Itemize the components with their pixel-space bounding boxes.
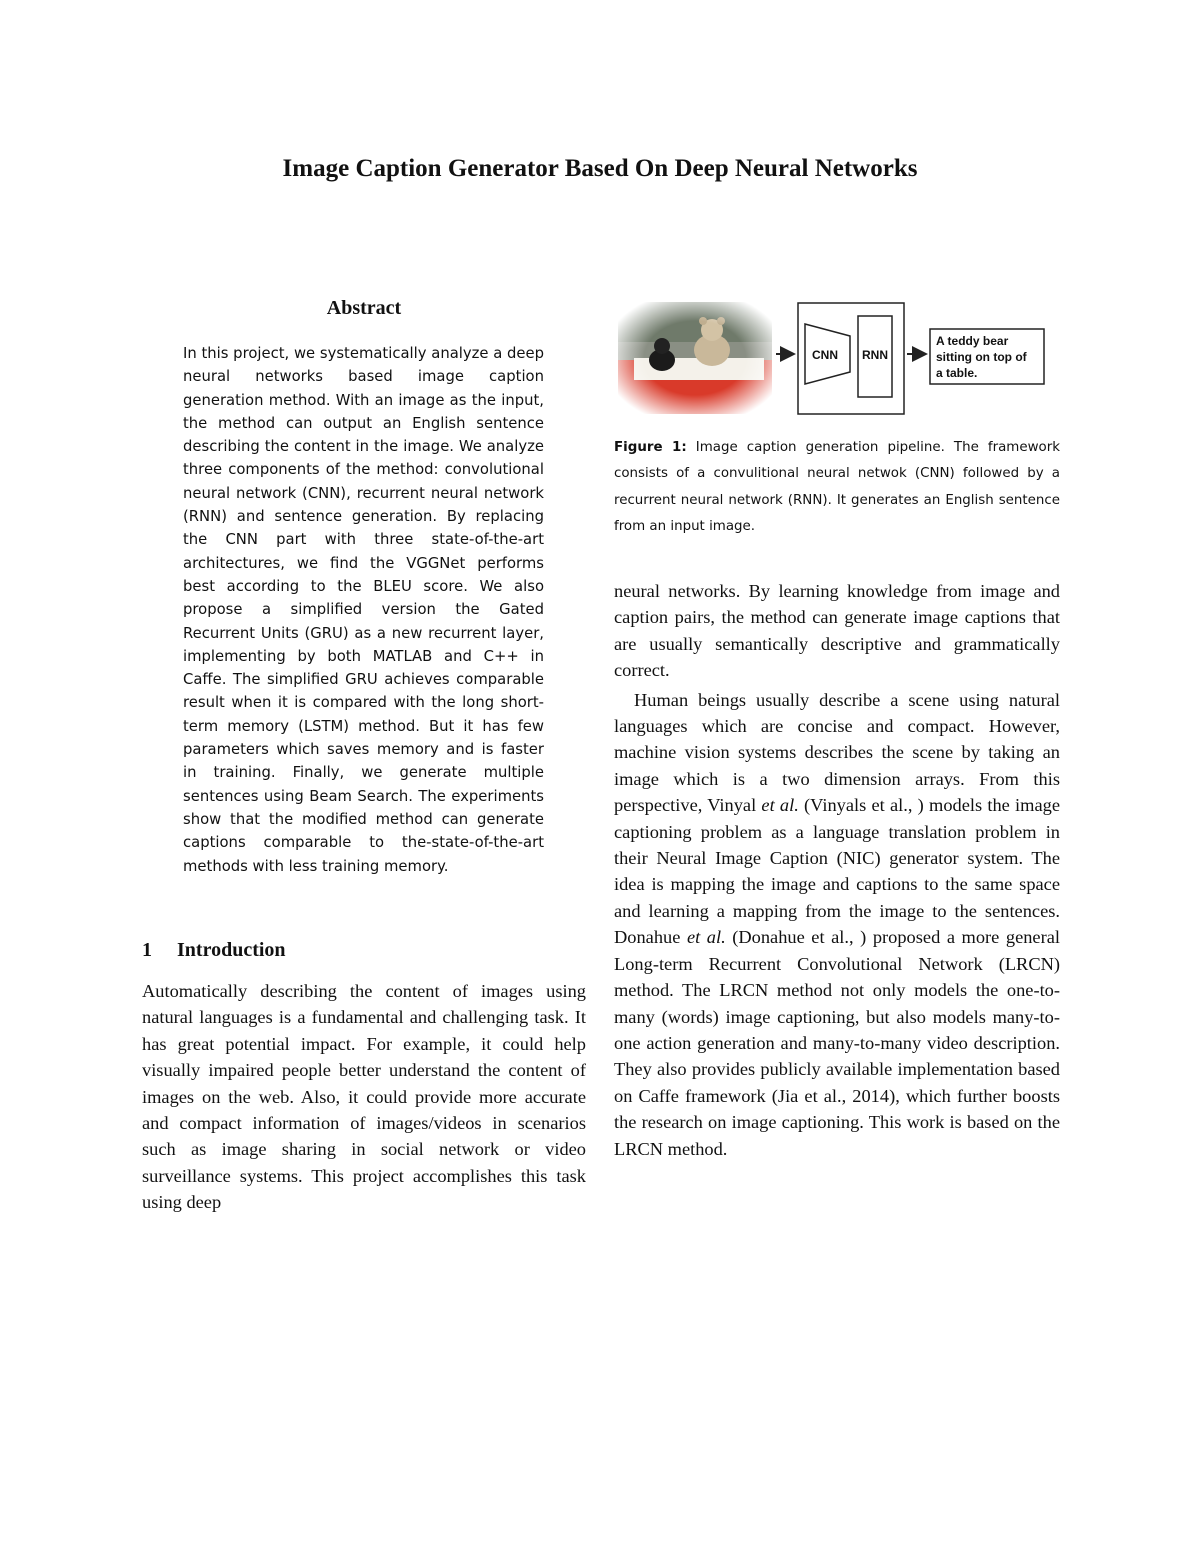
introduction-paragraph-right-1: neural networks. By learning knowledge from image and caption pairs, the method can generate image captions that are usually semantically descriptive and grammatically correct. — [614, 581, 1060, 681]
rnn-label: RNN — [862, 348, 888, 362]
pipeline-diagram — [614, 298, 1060, 420]
paragraph-text: Human beings usually describe a scene using natural languages which are concise and compact. However, machine vision systems describes the scene by taking an image which is a two dimension arrays. From this perspective, Vinyal — [614, 689, 1060, 816]
abstract-body: In this project, we systematically analyze a deep neural networks based image caption generation method. With an image as the input, the method can output an English sentence describing the content in the image. We analyze three components of the method: convolutional neural network (CNN), recurrent neural network (RNN) and sentence generation. By replacing the CNN part with three state-of-the-art architectures, we find the VGGNet performs best according to the BLEU score. We also propose a simplified version the Gated Recurrent Units (GRU) as a new recurrent layer, implementing by both MATLAB and C++ in Caffe. The simplified GRU achieves comparable result when it is compared with the long short-term memory (LSTM) method. But it has few parameters which saves memory and is faster in training. Finally, we generate multiple sentences using Beam Search. The experiments show that the modified method can generate captions comparable to the-state-of-the-art methods with less training memory. — [183, 345, 544, 875]
introduction-paragraph-right-2 — [614, 687, 1060, 1162]
citation-etal: et al. — [761, 795, 799, 816]
paragraph-text: (Donahue et al., ) proposed a more general Long-term Recurrent Convolutional Network (LRCN) method. The LRCN method not only models the one-to-many (words) image captioning, but also models many-to-one action generation and many-to-many video description. They also provides publicly available implementation based on Caffe framework (Jia et al., 2014), which further boosts the research on image captioning. This work is based on the LRCN method. — [614, 927, 1060, 1159]
introduction-right-column — [614, 578, 1060, 1162]
output-line-2: sitting on top of — [936, 350, 1027, 364]
figure-caption-text: Image caption generation pipeline. The framework consists of a convulitional neural netwok (CNN) followed by a recurrent neural network (RNN). It generates an English sentence from an input image. — [614, 440, 1060, 534]
section-heading-introduction — [142, 936, 586, 964]
citation-etal: et al. — [686, 927, 726, 948]
figure-caption — [614, 435, 1060, 540]
abstract-heading: Abstract — [326, 297, 402, 319]
cnn-label: CNN — [812, 348, 838, 362]
introduction-paragraph-left: Automatically describing the content of images using natural languages is a fundamental and challenging task. It has great potential impact. For example, it could help visually impaired people better understand the content of images on the web. Also, it could provide more accurate and compact information of images/videos in scenarios such as image sharing in social network or video surveillance systems. This project accomplishes this task using deep — [142, 981, 586, 1213]
paragraph-text: (Vinyals et al., ) models the image captioning problem as a language translation problem in their Neural Image Caption (NIC) generator system. The idea is mapping the image and captions to the same space and learning a mapping from the image to the sentences. Donahue — [614, 795, 1060, 948]
output-line-3: a table. — [936, 366, 978, 380]
output-line-1: A teddy bear — [936, 334, 1009, 348]
figure-label: Figure 1: — [614, 440, 687, 455]
paper-title: Image Caption Generator Based On Deep Neural Networks — [282, 155, 918, 182]
figure-pipeline — [614, 298, 1060, 420]
section-number: 1 — [142, 939, 152, 961]
section-title: Introduction — [177, 939, 286, 961]
input-image — [618, 302, 772, 414]
